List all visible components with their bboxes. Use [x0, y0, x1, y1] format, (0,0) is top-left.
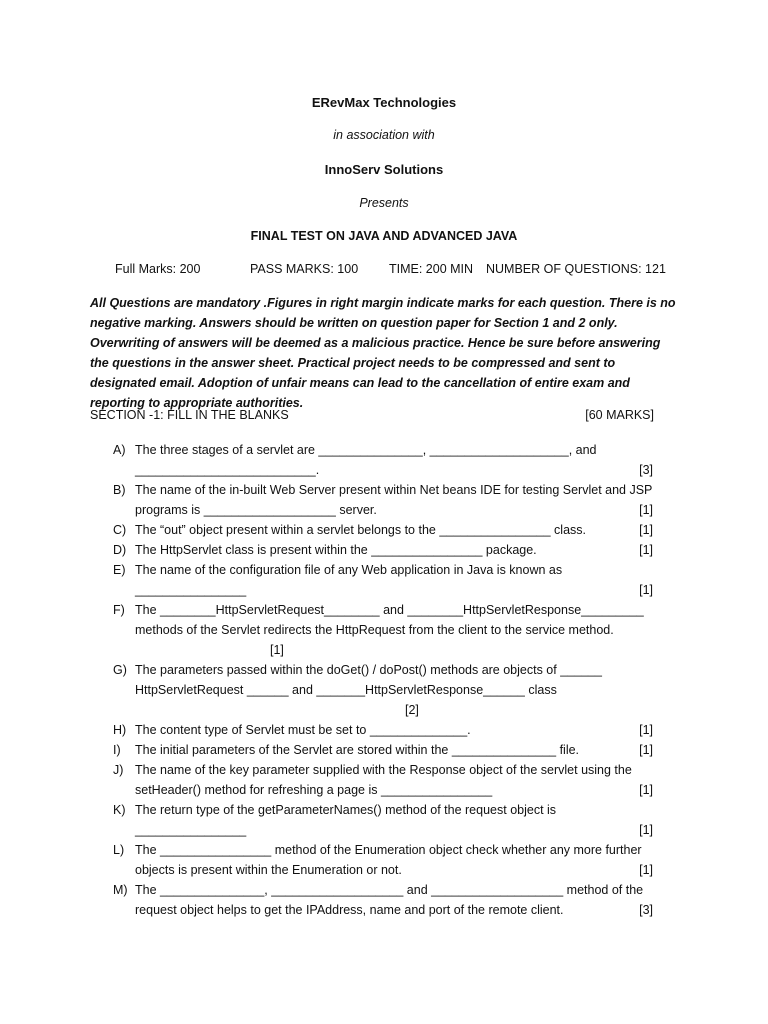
- question-a: [113, 440, 653, 480]
- question-letter: G): [113, 663, 127, 677]
- question-text: The return type of the getParameterNames() method of the request object is: [135, 803, 557, 817]
- instructions: All Questions are mandatory .Figures in right margin indicate marks for each question. There is no negative marking. Answers should be written on question paper for Section 1 and 2 only. Overwriting of answers will be deemed as a malicious practice. Hence be sure before answering the questions in the answer sheet. Practical project needs to be compressed and sent to designated email. Adoption of unfair means can lead to the cancellation of entire exam and reporting to appropriate authorities.: [90, 296, 676, 410]
- question-b: [113, 480, 653, 520]
- question-marks: [1]: [639, 543, 653, 557]
- question-marks: [3]: [639, 463, 653, 477]
- org1-title: ERevMax Technologies: [311, 95, 457, 110]
- section-marks: [60 MARKS]: [585, 408, 654, 422]
- question-marks: [1]: [639, 863, 653, 877]
- question-text: The ________________ method of the Enumeration object check whether any more further: [135, 843, 642, 857]
- question-marks: [2]: [405, 703, 419, 717]
- question-letter: I): [113, 743, 121, 757]
- section-header: [90, 408, 654, 422]
- question-text: setHeader() method for refreshing a page is ________________: [135, 783, 493, 797]
- question-text: __________________________.: [135, 463, 320, 477]
- association-line: in association with: [333, 128, 435, 142]
- question-letter: D): [113, 543, 127, 557]
- question-text: objects is present within the Enumeration or not.: [135, 863, 402, 877]
- question-marks: [1]: [639, 583, 653, 597]
- question-marks: [1]: [270, 643, 284, 657]
- question-letter: F): [113, 603, 125, 617]
- question-letter: M): [113, 883, 128, 897]
- question-text: The _______________, ___________________ and ___________________ method of the: [135, 883, 644, 897]
- question-letter: A): [113, 443, 126, 457]
- question-text: request object helps to get the IPAddress, name and port of the remote client.: [135, 903, 564, 917]
- question-text: The “out” object present within a servlet belongs to the ________________ class.: [135, 523, 586, 537]
- question-m: [113, 880, 653, 920]
- question-l: [113, 840, 653, 880]
- question-marks: [1]: [639, 503, 653, 517]
- question-j: [113, 760, 653, 800]
- question-text: The content type of Servlet must be set to ______________.: [135, 723, 471, 737]
- question-marks: [3]: [639, 903, 653, 917]
- time-limit: TIME: 200 MIN: [389, 262, 474, 276]
- question-marks: [1]: [639, 743, 653, 757]
- question-text: methods of the Servlet redirects the HttpRequest from the client to the service method.: [135, 623, 614, 637]
- question-i: [113, 740, 653, 760]
- question-e: [113, 560, 653, 600]
- question-letter: L): [113, 843, 125, 857]
- section-title: SECTION -1: FILL IN THE BLANKS: [90, 408, 289, 422]
- number-of-questions: NUMBER OF QUESTIONS: 121: [486, 262, 666, 276]
- question-marks: [1]: [639, 523, 653, 537]
- question-text: The HttpServlet class is present within the ________________ package.: [135, 543, 537, 557]
- question-letter: E): [113, 563, 126, 577]
- question-letter: J): [113, 763, 124, 777]
- question-g: [113, 660, 653, 720]
- question-text: ________________: [135, 583, 247, 597]
- question-text: The three stages of a servlet are _______________, ____________________, and: [135, 443, 597, 457]
- test-title: FINAL TEST ON JAVA AND ADVANCED JAVA: [250, 229, 518, 243]
- question-text: The name of the configuration file of any Web application in Java is known as: [135, 563, 563, 577]
- question-text: programs is ___________________ server.: [135, 503, 377, 517]
- question-letter: C): [113, 523, 127, 537]
- question-text: The name of the in-built Web Server present within Net beans IDE for testing Servlet and JSP: [135, 483, 653, 497]
- presents-line: Presents: [359, 196, 409, 210]
- question-text: The parameters passed within the doGet() / doPost() methods are objects of ______: [135, 663, 602, 677]
- question-marks: [1]: [639, 783, 653, 797]
- question-k: [113, 800, 653, 840]
- org2-title: InnoServ Solutions: [324, 162, 444, 177]
- question-letter: H): [113, 723, 127, 737]
- question-text: The ________HttpServletRequest________ and ________HttpServletResponse_________: [135, 603, 644, 617]
- question-text: ________________: [135, 823, 247, 837]
- pass-marks: PASS MARKS: 100: [250, 262, 359, 276]
- question-text: The name of the key parameter supplied with the Response object of the servlet using the: [135, 763, 632, 777]
- question-marks: [1]: [639, 723, 653, 737]
- question-d: [113, 540, 653, 560]
- question-letter: K): [113, 803, 126, 817]
- question-c: [113, 520, 653, 540]
- full-marks: Full Marks: 200: [115, 262, 201, 276]
- question-marks: [1]: [639, 823, 653, 837]
- question-h: [113, 720, 653, 740]
- question-letter: B): [113, 483, 126, 497]
- question-f: [113, 600, 653, 660]
- question-text: The initial parameters of the Servlet are stored within the _______________ file.: [135, 743, 580, 757]
- question-text: HttpServletRequest ______ and _______HttpServletResponse______ class: [135, 683, 557, 697]
